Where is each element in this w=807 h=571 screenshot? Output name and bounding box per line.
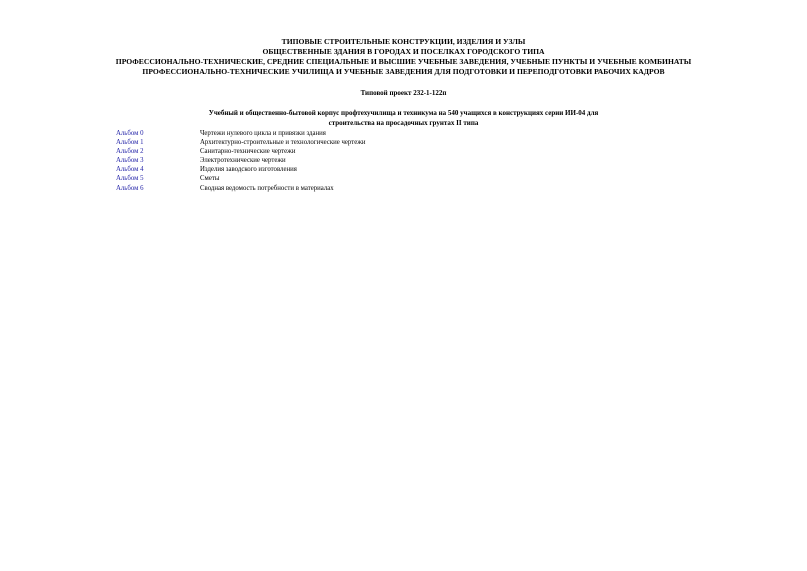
header-line-3: ПРОФЕССИОНАЛЬНО-ТЕХНИЧЕСКИЕ, СРЕДНИЕ СПЕЦИАЛЬНЫЕ И ВЫСШИЕ УЧЕБНЫЕ ЗАВЕДЕНИЯ, УЧЕБНЫЕ ПУНКТЫ И УЧЕБНЫЕ КОМБИНАТЫ [115, 57, 692, 66]
album-description-2: Санитарно-технические чертежи [200, 148, 296, 156]
album-link-2[interactable]: Альбом 2 [116, 148, 144, 156]
header-line-1: ТИПОВЫЕ СТРОИТЕЛЬНЫЕ КОНСТРУКЦИИ, ИЗДЕЛИЯ И УЗЛЫ [281, 37, 526, 46]
album-link-0[interactable]: Альбом 0 [116, 130, 144, 137]
album-link-3[interactable]: Альбом 3 [116, 157, 144, 165]
album-description-3: Электротехнические чертежи [200, 157, 286, 165]
document-header [0, 37, 807, 77]
album-link-5[interactable]: Альбом 5 [116, 175, 144, 183]
project-code: Типовой проект 232-1-122п [360, 89, 447, 97]
album-description-5: Сметы [200, 175, 220, 183]
album-link-6[interactable]: Альбом 6 [116, 184, 144, 192]
header-line-4: ПРОФЕССИОНАЛЬНО-ТЕХНИЧЕСКИЕ УЧИЛИЩА И УЧЕБНЫЕ ЗАВЕДЕНИЯ ДЛЯ ПОДГОТОВКИ И ПЕРЕПОДГОТОВКИ РАБОЧИХ КАДРОВ [142, 67, 665, 76]
album-row-6 [116, 184, 366, 193]
album-row-2 [116, 147, 366, 156]
project-title-line-1: Учебный и общественно-бытовой корпус профтехучилища и техникума на 540 учащихся в конструкциях серии ИИ-04 для [208, 109, 599, 117]
album-row-5 [116, 174, 366, 183]
album-description-4: Изделия заводского изготовления [200, 166, 297, 174]
album-link-1[interactable]: Альбом 1 [116, 139, 144, 147]
album-row-3 [116, 156, 366, 165]
project-title [0, 109, 807, 128]
album-row-4 [116, 165, 366, 174]
album-link-4[interactable]: Альбом 4 [116, 166, 144, 174]
header-line-2: ОБЩЕСТВЕННЫЕ ЗДАНИЯ В ГОРОДАХ И ПОСЕЛКАХ ГОРОДСКОГО ТИПА [262, 47, 545, 56]
project-title-line-2: строительства на просадочных грунтах II типа [328, 118, 479, 127]
album-list [116, 129, 366, 193]
album-description-6: Сводная ведомость потребности в материалах [200, 184, 334, 192]
album-row-1 [116, 138, 366, 147]
album-description-1: Архитектурно-строительные и технологические чертежи [200, 139, 366, 147]
album-description-0: Чертежи нулевого цикла и привязки здания [200, 130, 326, 137]
album-row-0 [116, 129, 366, 138]
